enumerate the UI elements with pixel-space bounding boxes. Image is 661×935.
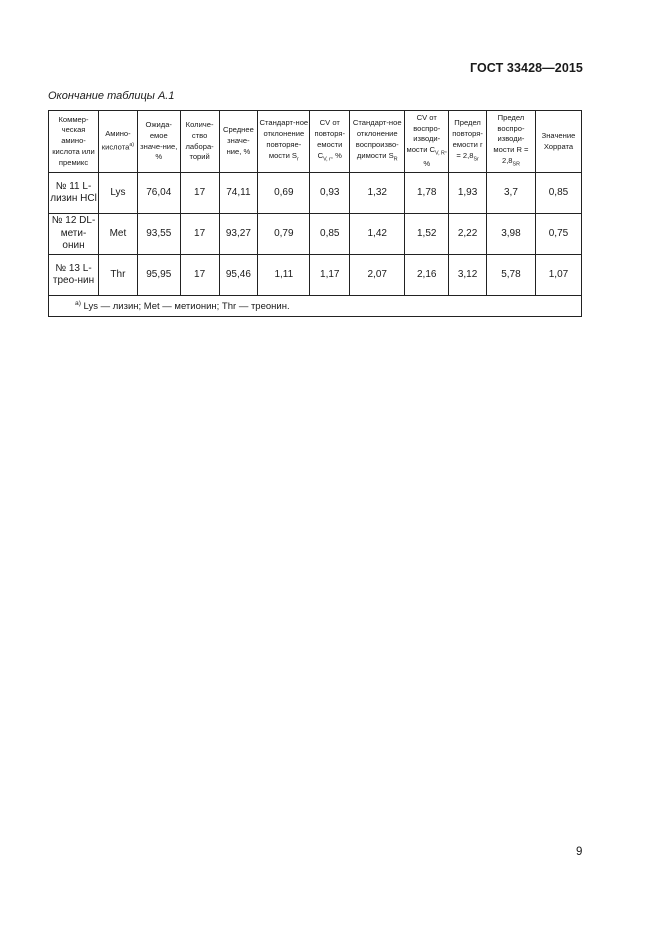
cell-labs: 17 <box>180 214 219 255</box>
col-mean: Среднее значе-ние, % <box>219 111 258 173</box>
cell-cvr: 1,17 <box>310 255 350 296</box>
col-rlim: Предел повторя-емости $r = 2,8_{Sr}$ <box>449 111 487 173</box>
cell-amino: Lys <box>99 173 138 214</box>
table-row <box>49 214 582 255</box>
col-labs: Количе-ство лабора-торий <box>180 111 219 173</box>
cell-sR: 2,07 <box>350 255 405 296</box>
cell-mean: 74,11 <box>219 173 258 214</box>
cell-product: № 12 DL-мети-онин <box>49 214 99 255</box>
cell-Rlim: 3,98 <box>486 214 535 255</box>
cell-mean: 95,46 <box>219 255 258 296</box>
cell-sR: 1,32 <box>350 173 405 214</box>
cell-Rlim: 3,7 <box>486 173 535 214</box>
cell-Rlim: 5,78 <box>486 255 535 296</box>
col-cvR: CV от воспро-изводи-мости $C_{V, R}$, % <box>405 111 449 173</box>
col-Rlim: Предел воспро-изводи-мости $R = 2,8_{SR}$ <box>486 111 535 173</box>
cell-horrat: 0,75 <box>535 214 581 255</box>
cell-sr: 0,69 <box>258 173 310 214</box>
cell-expected: 93,55 <box>137 214 180 255</box>
col-horrat: Значение Хоррата <box>535 111 581 173</box>
cell-expected: 76,04 <box>137 173 180 214</box>
col-sr: Стандарт-ное отклонение повторяе-мости $S_r$ <box>258 111 310 173</box>
cell-labs: 17 <box>180 255 219 296</box>
cell-sR: 1,42 <box>350 214 405 255</box>
cell-rlim: 1,93 <box>449 173 487 214</box>
col-product: Коммер-ческая амино-кислота или премикс <box>49 111 99 173</box>
cell-cvr: 0,93 <box>310 173 350 214</box>
col-expected: Ожида-емое значе-ние, % <box>137 111 180 173</box>
cell-rlim: 2,22 <box>449 214 487 255</box>
col-sR: Стандарт-ное отклонение воспроизво-димости $S_R$ <box>350 111 405 173</box>
cell-horrat: 0,85 <box>535 173 581 214</box>
cell-cvR: 2,16 <box>405 255 449 296</box>
table-row <box>49 173 582 214</box>
cell-cvr: 0,85 <box>310 214 350 255</box>
cell-sr: 1,11 <box>258 255 310 296</box>
standard-designation: ГОСТ 33428—2015 <box>469 61 583 75</box>
cell-rlim: 3,12 <box>449 255 487 296</box>
cell-sr: 0,79 <box>258 214 310 255</box>
cell-horrat: 1,07 <box>535 255 581 296</box>
col-amino: Амино-кислота$^{а)}$ <box>99 111 138 173</box>
cell-amino: Met <box>99 214 138 255</box>
table-caption: Окончание таблицы А.1 <box>48 90 175 102</box>
cell-amino: Thr <box>99 255 138 296</box>
cell-expected: 95,95 <box>137 255 180 296</box>
cell-cvR: 1,78 <box>405 173 449 214</box>
table-row <box>49 255 582 296</box>
table-footnote: $^{а)}$ Lys — лизин; Met — метионин; Thr — треонин. <box>49 296 582 317</box>
cell-cvR: 1,52 <box>405 214 449 255</box>
results-table <box>48 110 582 317</box>
header-row <box>49 111 582 173</box>
cell-labs: 17 <box>180 173 219 214</box>
cell-product: № 13 L-трео-нин <box>49 255 99 296</box>
col-cvr: CV от повторя-емости $C_{V, r}$, % <box>310 111 350 173</box>
footnote-row <box>49 296 582 317</box>
page-number: 9 <box>576 846 583 858</box>
cell-mean: 93,27 <box>219 214 258 255</box>
cell-product: № 11 L-лизин HCl <box>49 173 99 214</box>
